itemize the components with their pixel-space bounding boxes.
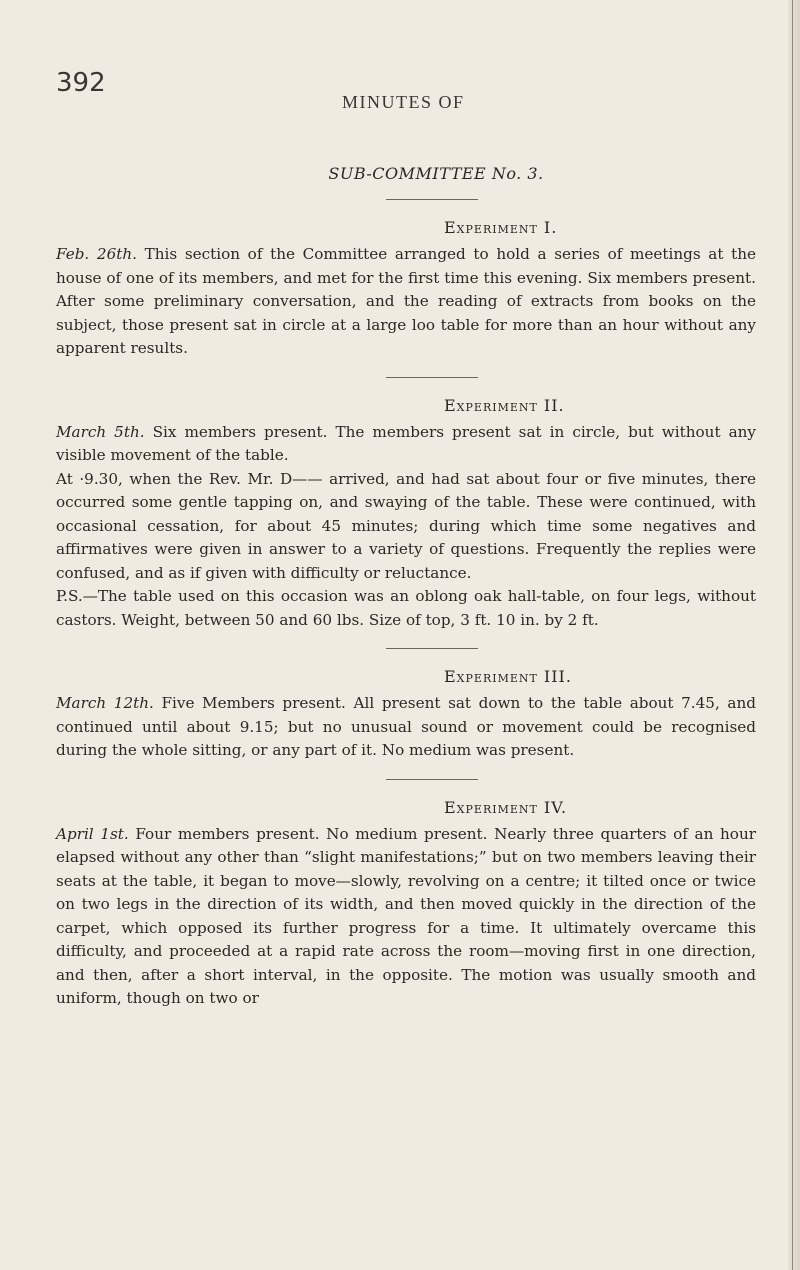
section-title: SUB-COMMITTEE No. 3.	[328, 164, 544, 183]
paragraph-text: Six members present. The members present sat in circle, but without any visible movement of the table.	[56, 422, 756, 464]
paragraph-text: Four members present. No medium present. Nearly three quarters of an hour elapsed without any other than “slight manifestations;” but on two members leaving their seats at the table, it began to move—slowly, revolving on a centre; it tilted once or twice on two legs in the direction of its width, and then moved quickly in the direction of the carpet, which opposed its further progress for a time. It ultimately overcame this difficulty, and proceeded at a rapid rate across the room—moving first in one direction, and then, after a short interval, in the opposite. The motion was usually smooth and uniform, though on two or	[56, 824, 756, 1007]
entry-date: Feb. 26th.	[56, 245, 137, 263]
entry-date: March 12th.	[56, 694, 154, 712]
experiment-heading: Experiment I.	[444, 218, 558, 237]
paragraph	[56, 823, 756, 1011]
experiment-2	[56, 396, 756, 633]
paragraph-text: At ·9.30, when the Rev. Mr. D—— arrived, and had sat about four or five minutes, there occurred some gentle tapping on, and swaying of the table. These were continued, with occasional cessation, for about 45 minutes; during which time some negatives and affirmatives were given in answer to a variety of questions. Frequently the replies were confused, and as if given with difficulty or reluctance.	[56, 469, 756, 582]
divider-rule	[386, 779, 478, 780]
entry-date: April 1st.	[56, 824, 129, 843]
running-head: MINUTES OF	[342, 92, 465, 112]
paragraph	[56, 585, 756, 632]
experiment-3	[56, 667, 756, 763]
experiment-heading: Experiment II.	[444, 395, 565, 415]
paragraph	[56, 468, 756, 586]
experiment-heading: Experiment IV.	[444, 797, 568, 817]
paragraph-text: This section of the Committee arranged to hold a series of meetings at the house of one of its members, and met for the first time this evening. Six members present. After some preliminary conversation, and the reading of extracts from books on the subject, those present sat in circle at a large loo table for more than an hour without any apparent results.	[56, 245, 756, 357]
page-number: 392	[56, 68, 106, 98]
page-header	[52, 50, 752, 112]
page-body	[56, 164, 756, 1011]
page-edge-line	[792, 0, 793, 1270]
paragraph-text: Five Members present. All present sat down to the table about 7.45, and continued until about 9.15; but no unusual sound or movement could be recognised during the whole sitting, or any part of it. No medium was present.	[56, 694, 756, 759]
divider-rule	[386, 648, 478, 649]
entry-date: March 5th.	[56, 422, 145, 441]
paragraph	[56, 692, 756, 763]
paragraph	[56, 421, 756, 468]
page-edge	[788, 0, 800, 1270]
paragraph	[56, 243, 756, 361]
experiment-4	[56, 798, 756, 1011]
experiment-heading: Experiment III.	[444, 667, 572, 686]
divider-rule	[386, 199, 478, 200]
experiment-1	[56, 218, 756, 361]
divider-rule	[386, 377, 478, 378]
paragraph-text: P.S.—The table used on this occasion was an oblong oak hall-table, on four legs, without castors. Weight, between 50 and 60 lbs. Size of top, 3 ft. 10 in. by 2 ft.	[56, 587, 756, 629]
